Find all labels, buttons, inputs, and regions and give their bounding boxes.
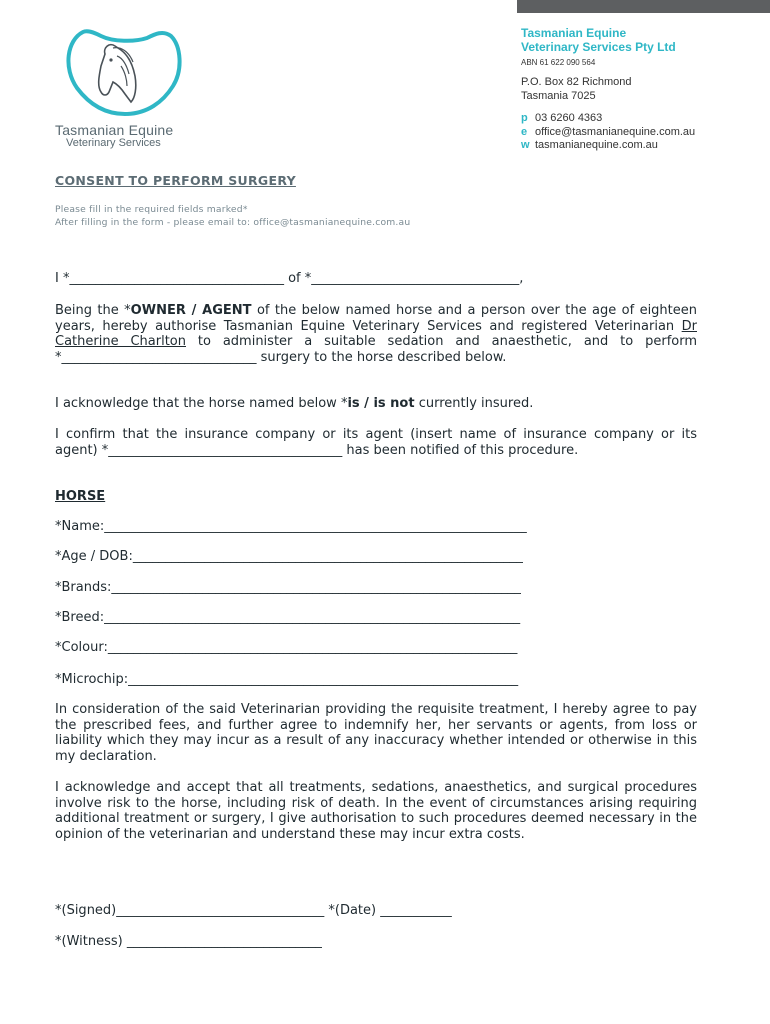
company-name: Tasmanian Equine [521, 26, 627, 40]
risk-paragraph: I acknowledge and accept that all treatments, sedations, anaesthetics, and surgical procedures involve risk to the horse, including risk of death. In the event of circumstances arising requiring additional treatment or surgery, I give authorisation to such procedures deemed necessary in the opinion of the veterinarian and understand these may incur extra costs. [55, 780, 697, 842]
horse-colour-field[interactable]: *Colour:_______________________________________________________________ [55, 640, 518, 655]
instruction-email: After filling in the form - please email to: office@tasmanianequine.com.au [55, 216, 411, 228]
insured-option[interactable]: is / is not [347, 396, 415, 411]
horse-logo-icon [55, 26, 195, 116]
horse-age-dob-field[interactable]: *Age / DOB:____________________________________________________________ [55, 549, 523, 564]
contact-block [521, 26, 695, 153]
instructions [55, 204, 410, 229]
web-line[interactable]: w tasmanianequine.com.au [521, 139, 658, 151]
address-line-1: P.O. Box 82 Richmond [521, 76, 632, 88]
logo-subtitle: Veterinary Services [66, 137, 161, 149]
header-bar [517, 0, 770, 13]
page-title: CONSENT TO PERFORM SURGERY [55, 173, 296, 188]
logo-name: Tasmanian Equine [55, 122, 174, 138]
owner-agent-option[interactable]: OWNER / AGENT [130, 303, 252, 318]
insurance-paragraph: I acknowledge that the horse named below *is / is not currently insured. [55, 396, 534, 411]
horse-microchip-field[interactable]: *Microchip:____________________________________________________________ [55, 672, 519, 687]
horse-breed-field[interactable]: *Breed:________________________________________________________________ [55, 610, 521, 625]
email-line[interactable]: e office@tasmanianequine.com.au [521, 125, 696, 138]
abn: ABN 61 622 090 564 [521, 58, 596, 67]
instruction-required: Please fill in the required fields marked* [55, 204, 248, 215]
witness-field[interactable]: *(Witness) ______________________________ [55, 934, 322, 949]
address-line-2: Tasmania 7025 [521, 90, 596, 102]
insurance-company-paragraph[interactable]: I confirm that the insurance company or its agent (insert name of insurance company or its agent) *____________________________________ has been notified of this procedure. [55, 427, 697, 458]
horse-brands-field[interactable]: *Brands:_______________________________________________________________ [55, 580, 521, 595]
company-name-line2: Veterinary Services Pty Ltd [521, 40, 676, 54]
phone-line: p 03 6260 4363 [521, 112, 603, 124]
horse-name-field[interactable]: *Name:_________________________________________________________________ [55, 519, 527, 534]
indemnity-paragraph: In consideration of the said Veterinarian providing the requisite treatment, I hereby agree to pay the prescribed fees, and further agree to indemnify her, her servants or agents, from loss or liability which they may incur as a result of any inaccuracy whether intended or otherwise in this my declaration. [55, 702, 697, 764]
horse-heading: HORSE [55, 489, 106, 504]
veterinarian-name: Dr Catherine Charlton [55, 318, 697, 350]
authorisation-paragraph: Being the *OWNER / AGENT of the below named horse and a person over the age of eighteen years, hereby authorise Tasmanian Equine Veterinary Services and registered Veterinarian Dr Catherine Charlton to administer a suitable sedation and anaesthetic, and to perform *______________________________ surgery to the horse described below. [55, 303, 698, 365]
owner-name-field[interactable]: I *_________________________________ of *________________________________, [55, 271, 524, 286]
signature-date-field[interactable]: *(Signed)________________________________ *(Date) ___________ [55, 903, 452, 918]
